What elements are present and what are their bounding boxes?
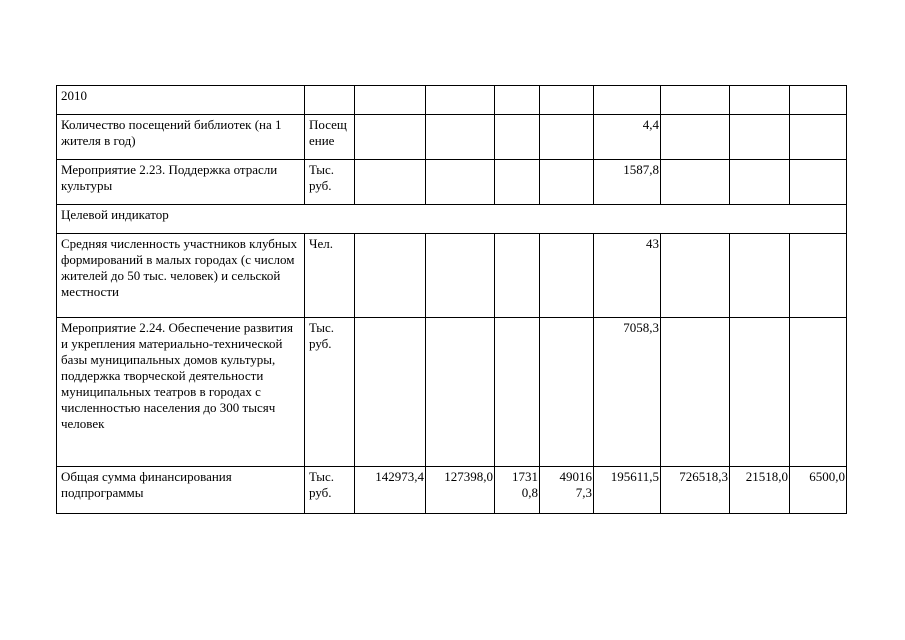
value-cell [661, 318, 730, 467]
value-cell [495, 234, 540, 318]
value-cell: 4,4 [594, 115, 661, 160]
value-cell: 726518,3 [661, 467, 730, 514]
table-row [57, 115, 847, 160]
value-cell: 21518,0 [730, 467, 790, 514]
row-label: Средняя численность участников клубных формирований в малых городах (с числом жителей до 50 тыс. человек) и сельской местности [57, 234, 305, 318]
value-cell: 6500,0 [790, 467, 847, 514]
row-label: Количество посещений библиотек (на 1 жителя в год) [57, 115, 305, 160]
row-unit [305, 115, 355, 160]
value-cell [540, 160, 594, 205]
value-cell [540, 115, 594, 160]
row-label: Общая сумма финансирования подпрограммы [57, 467, 305, 514]
value-cell [790, 234, 847, 318]
value-cell [355, 234, 426, 318]
value-line: 49016 [559, 469, 592, 484]
row-label: 2010 [57, 86, 305, 115]
value-line: 1731 [512, 469, 538, 484]
value-cell [730, 318, 790, 467]
value-cell [790, 160, 847, 205]
value-cell [426, 115, 495, 160]
value-cell [540, 318, 594, 467]
value-cell [790, 115, 847, 160]
value-line: 0,8 [521, 485, 538, 500]
value-cell [661, 115, 730, 160]
table-row [57, 467, 847, 514]
value-cell [594, 86, 661, 115]
value-cell [790, 318, 847, 467]
section-row [57, 205, 847, 234]
table-row [57, 234, 847, 318]
value-cell [730, 234, 790, 318]
unit-line: ение [309, 133, 335, 148]
value-cell: 127398,0 [426, 467, 495, 514]
value-cell [355, 115, 426, 160]
unit-line: Посещ [309, 117, 347, 132]
value-cell: 7058,3 [594, 318, 661, 467]
value-cell [426, 318, 495, 467]
row-unit: Чел. [305, 234, 355, 318]
value-cell [661, 160, 730, 205]
value-cell [661, 234, 730, 318]
value-cell [790, 86, 847, 115]
value-cell [730, 86, 790, 115]
value-cell [730, 160, 790, 205]
table-row [57, 160, 847, 205]
value-cell [540, 467, 594, 514]
value-cell [540, 234, 594, 318]
financing-table [56, 85, 847, 514]
value-cell [495, 86, 540, 115]
value-cell [661, 86, 730, 115]
value-cell [355, 86, 426, 115]
row-unit: Тыс. руб. [305, 318, 355, 467]
row-unit [305, 86, 355, 115]
value-cell [495, 467, 540, 514]
value-cell [426, 234, 495, 318]
table-row [57, 86, 847, 115]
value-cell [426, 160, 495, 205]
value-cell [355, 160, 426, 205]
value-cell [495, 115, 540, 160]
value-cell: 195611,5 [594, 467, 661, 514]
value-cell [495, 160, 540, 205]
row-label: Мероприятие 2.23. Поддержка отрасли культуры [57, 160, 305, 205]
section-heading: Целевой индикатор [57, 205, 847, 234]
value-cell [426, 86, 495, 115]
row-unit: Тыс. руб. [305, 467, 355, 514]
row-label: Мероприятие 2.24. Обеспечение развития и укрепления материально-технической базы муниципальных домов культуры, поддержка творческой деятельности муниципальных театров в городах с численностью населения до 300 тысяч человек [57, 318, 305, 467]
value-cell [495, 318, 540, 467]
value-cell [540, 86, 594, 115]
value-cell: 43 [594, 234, 661, 318]
table-row [57, 318, 847, 467]
row-unit: Тыс. руб. [305, 160, 355, 205]
value-cell [355, 318, 426, 467]
value-cell [730, 115, 790, 160]
value-cell: 1587,8 [594, 160, 661, 205]
value-cell: 142973,4 [355, 467, 426, 514]
value-line: 7,3 [575, 485, 592, 500]
